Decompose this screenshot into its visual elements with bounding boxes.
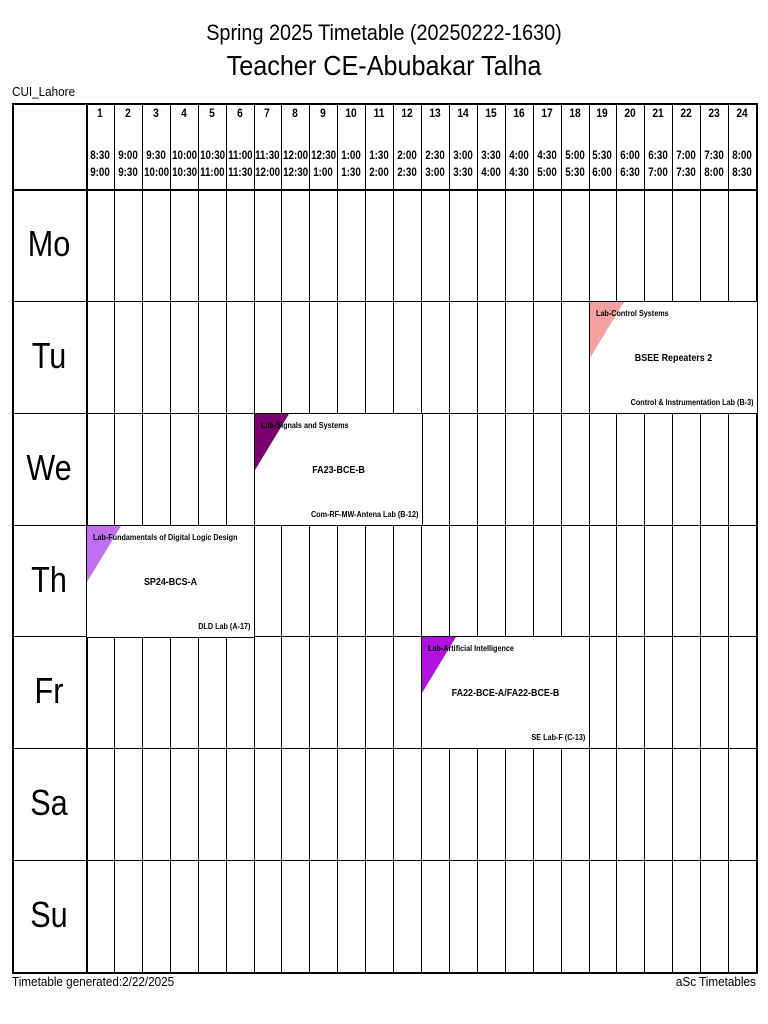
period-time (507, 148, 531, 182)
period-number: 13 (429, 106, 441, 120)
column-divider (672, 103, 673, 972)
lesson-class: BSEE Repeaters 2 (634, 352, 713, 364)
lesson-room: Control & Instrumentation Lab (B-3) (630, 397, 753, 407)
lesson-card[interactable] (589, 301, 758, 414)
period-time (591, 148, 615, 182)
period-end: 11:00 (199, 167, 225, 179)
day-label-we: We (26, 446, 72, 488)
period-time (116, 148, 140, 182)
period-time (479, 148, 503, 182)
period-start: 5:00 (564, 150, 585, 162)
period-number: 11 (373, 106, 385, 120)
period-end: 4:30 (508, 167, 529, 179)
period-end: 1:30 (341, 167, 361, 179)
period-end: 5:00 (536, 167, 557, 179)
period-end: 12:30 (283, 167, 309, 179)
period-start: 4:30 (536, 150, 557, 162)
period-number: 15 (485, 106, 497, 120)
day-label-su: Su (30, 894, 68, 936)
period-number: 9 (320, 106, 327, 120)
period-time (618, 148, 642, 182)
period-start: 2:30 (425, 150, 445, 162)
timetable-title: Spring 2025 Timetable (20250222-1630) (206, 20, 562, 45)
period-time (228, 148, 252, 182)
period-time (730, 148, 754, 182)
period-start: 6:30 (648, 150, 669, 162)
period-end: 3:30 (453, 167, 473, 179)
period-start: 12:00 (283, 150, 309, 162)
period-time (451, 148, 475, 182)
column-divider (728, 103, 729, 972)
period-start: 1:00 (341, 150, 361, 162)
period-number: 5 (208, 106, 215, 120)
teacher-name: Teacher CE-Abubakar Talha (226, 50, 542, 81)
period-start: 5:30 (592, 150, 613, 162)
period-start: 8:00 (732, 150, 752, 162)
period-number: 21 (652, 106, 664, 120)
day-label-fr: Fr (34, 670, 64, 712)
day-label-mo: Mo (27, 222, 71, 264)
column-divider (700, 103, 701, 972)
day-label-tu: Tu (31, 334, 67, 376)
period-time (200, 148, 224, 182)
period-time (172, 148, 196, 182)
period-number: 12 (401, 106, 413, 120)
column-divider (505, 103, 506, 972)
period-time (256, 148, 280, 182)
period-number: 1 (97, 106, 103, 120)
period-end: 2:00 (369, 167, 389, 179)
period-time (702, 148, 726, 182)
period-number: 20 (624, 106, 637, 120)
column-divider (644, 103, 645, 972)
lesson-subject: Lab-Signals and Systems (261, 420, 349, 430)
grid-border-left (12, 103, 14, 974)
lesson-subject: Lab-Fundamentals of Digital Logic Design (93, 532, 238, 542)
period-start: 9:00 (118, 150, 138, 162)
period-time (646, 148, 670, 182)
column-divider (281, 103, 282, 972)
lesson-card[interactable] (254, 413, 423, 526)
period-end: 8:00 (704, 167, 724, 179)
generated-date: Timetable generated:2/22/2025 (12, 974, 175, 989)
period-number: 24 (736, 106, 748, 120)
period-start: 3:30 (480, 150, 501, 162)
period-end: 8:30 (732, 167, 752, 179)
lesson-room: Com-RF-MW-Antena Lab (B-12) (310, 509, 418, 519)
period-number: 8 (292, 106, 299, 120)
period-time (535, 148, 559, 182)
period-number: 7 (264, 106, 271, 120)
period-number: 17 (540, 106, 553, 120)
period-start: 2:00 (397, 150, 417, 162)
lesson-class: FA22-BCE-A/FA22-BCE-B (451, 687, 560, 699)
period-start: 6:00 (620, 150, 641, 162)
period-end: 7:00 (648, 167, 669, 179)
period-number: 16 (513, 106, 525, 120)
period-end: 4:00 (480, 167, 501, 179)
period-number: 22 (680, 106, 692, 120)
period-end: 5:30 (564, 167, 585, 179)
period-time (283, 148, 307, 182)
column-divider (616, 103, 617, 972)
period-start: 8:30 (90, 150, 110, 162)
lesson-subject: Lab-Artificial Intelligence (428, 643, 514, 653)
period-number: 14 (457, 106, 469, 120)
period-number: 3 (152, 106, 159, 120)
period-end: 6:00 (592, 167, 613, 179)
period-time (144, 148, 168, 182)
period-end: 9:00 (90, 167, 110, 179)
lesson-room: SE Lab-F (C-13) (531, 732, 585, 742)
lesson-card[interactable] (421, 636, 590, 749)
period-start: 9:30 (145, 150, 166, 162)
lesson-class: SP24-BCS-A (143, 576, 198, 588)
period-end: 11:30 (227, 167, 253, 179)
software-brand: aSc Timetables (676, 974, 756, 989)
period-end: 10:00 (143, 167, 169, 179)
column-divider (589, 103, 590, 972)
period-time (674, 148, 698, 182)
period-end: 7:30 (676, 167, 696, 179)
column-divider (533, 103, 534, 972)
period-end: 10:30 (171, 167, 197, 179)
lesson-subject: Lab-Control Systems (596, 308, 669, 318)
period-start: 1:30 (369, 150, 389, 162)
period-time (563, 148, 587, 182)
period-start: 4:00 (508, 150, 529, 162)
column-divider (421, 103, 422, 972)
period-time (88, 148, 112, 182)
period-number: 4 (180, 106, 187, 120)
period-start: 10:30 (199, 150, 225, 162)
period-start: 10:00 (171, 150, 197, 162)
period-start: 11:00 (227, 150, 253, 162)
day-label-th: Th (31, 558, 67, 600)
period-time (311, 148, 335, 182)
period-time (423, 148, 447, 182)
period-start: 12:30 (311, 150, 337, 162)
day-label-sa: Sa (30, 782, 68, 824)
column-divider (365, 103, 366, 972)
period-number: 6 (236, 106, 243, 120)
period-number: 18 (568, 106, 581, 120)
column-divider (477, 103, 478, 972)
period-start: 3:00 (453, 150, 473, 162)
period-number: 10 (345, 106, 357, 120)
period-time (339, 148, 363, 182)
column-divider (337, 103, 338, 972)
period-start: 11:30 (255, 150, 281, 162)
period-end: 3:00 (425, 167, 445, 179)
column-divider (561, 103, 562, 972)
period-start: 7:00 (676, 150, 696, 162)
period-number: 2 (125, 106, 131, 120)
period-number: 19 (596, 106, 609, 120)
period-end: 9:30 (118, 167, 138, 179)
column-divider (393, 103, 394, 972)
period-end: 1:00 (313, 167, 334, 179)
period-time (395, 148, 419, 182)
period-end: 12:00 (255, 167, 281, 179)
lesson-room: DLD Lab (A-17) (197, 621, 250, 631)
period-start: 7:30 (704, 150, 724, 162)
school-name: CUI_Lahore (12, 84, 76, 99)
period-time (367, 148, 391, 182)
column-divider (309, 103, 310, 972)
period-number: 23 (708, 106, 720, 120)
period-end: 6:30 (620, 167, 641, 179)
lesson-card[interactable] (86, 525, 255, 638)
lesson-class: FA23-BCE-B (312, 464, 365, 476)
grid-border-right (756, 103, 758, 974)
period-end: 2:30 (397, 167, 417, 179)
column-divider (449, 103, 450, 972)
